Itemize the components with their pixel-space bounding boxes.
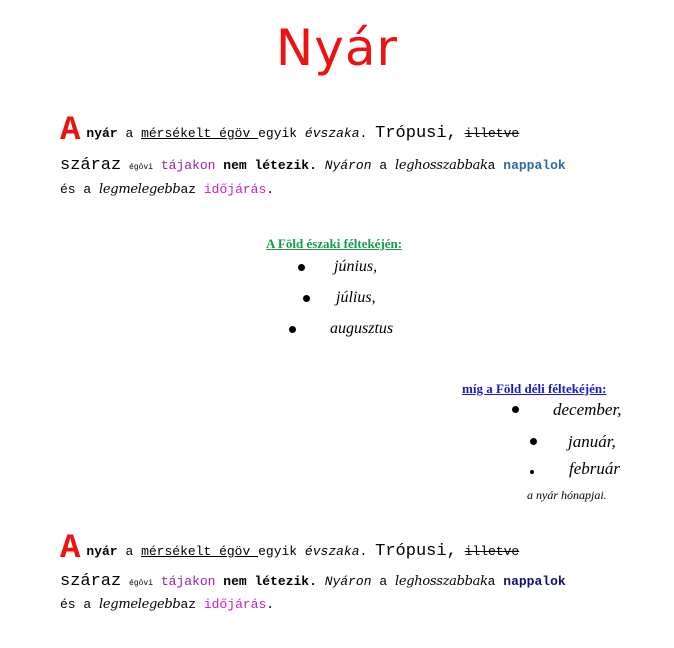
word: égövi bbox=[129, 163, 154, 172]
word: tájakon bbox=[160, 158, 216, 173]
word: száraz bbox=[60, 156, 122, 175]
word: egyik bbox=[258, 544, 298, 559]
word: . bbox=[266, 182, 275, 197]
south-heading: míg a Föld déli féltekéjén: bbox=[462, 381, 607, 396]
word: évszaka bbox=[304, 126, 360, 141]
bullet bbox=[530, 438, 537, 445]
paragraph-line-3 bbox=[60, 597, 274, 612]
south-note: a nyár hónapjai. bbox=[527, 488, 607, 502]
south-month-3: február bbox=[569, 459, 620, 478]
word: legmelegebb bbox=[99, 182, 181, 197]
word: száraz bbox=[60, 572, 122, 591]
south-month-2: január, bbox=[568, 432, 616, 451]
word: illetve bbox=[464, 544, 520, 559]
word: évszaka bbox=[304, 544, 360, 559]
paragraph-line-1 bbox=[60, 112, 519, 150]
north-month-3: augusztus bbox=[330, 320, 394, 337]
word: időjárás bbox=[203, 182, 267, 197]
word: leghosszabbak bbox=[394, 574, 488, 589]
paragraph-line-3 bbox=[60, 182, 274, 197]
word: legmelegebb bbox=[99, 597, 181, 612]
word: az bbox=[180, 182, 197, 197]
paragraph-line-2 bbox=[60, 572, 566, 591]
word: nappalok bbox=[503, 158, 566, 173]
word: nem létezik. bbox=[223, 574, 317, 589]
bullet bbox=[298, 264, 305, 271]
word: . bbox=[359, 126, 368, 141]
north-month-1: június, bbox=[334, 258, 378, 275]
word: nappalok bbox=[503, 574, 566, 589]
word: és bbox=[60, 182, 76, 197]
word: mérsékelt égöv bbox=[141, 126, 259, 141]
word: Nyáron bbox=[324, 158, 372, 173]
word: és bbox=[60, 597, 76, 612]
word: . bbox=[266, 597, 275, 612]
word: nyár bbox=[86, 544, 118, 559]
word: mérsékelt égöv bbox=[141, 544, 259, 559]
word: az bbox=[180, 597, 197, 612]
word: a bbox=[487, 158, 496, 173]
drop-cap: A bbox=[60, 530, 81, 568]
north-heading: A Föld északi féltekéjén: bbox=[266, 236, 403, 251]
word: a bbox=[83, 597, 92, 612]
paragraph-line-1 bbox=[60, 530, 519, 568]
word: időjárás bbox=[203, 597, 267, 612]
word: nem létezik. bbox=[223, 158, 317, 173]
word: . bbox=[359, 544, 368, 559]
paragraph-line-2 bbox=[60, 156, 566, 175]
word: egyik bbox=[258, 126, 298, 141]
bullet bbox=[512, 406, 519, 413]
word: a bbox=[379, 158, 388, 173]
word: a bbox=[125, 544, 134, 559]
page-title: Nyár bbox=[275, 19, 399, 77]
word: tájakon bbox=[160, 574, 216, 589]
word: a bbox=[487, 574, 496, 589]
word: a bbox=[125, 126, 134, 141]
word: a bbox=[379, 574, 388, 589]
bullet bbox=[289, 326, 296, 333]
word: illetve bbox=[464, 126, 520, 141]
word: Nyáron bbox=[324, 574, 372, 589]
word: Trópusi, bbox=[375, 542, 457, 561]
bullet bbox=[303, 295, 310, 302]
word: nyár bbox=[86, 126, 118, 141]
word: Trópusi, bbox=[375, 124, 457, 143]
word: égövi bbox=[129, 579, 154, 588]
drop-cap: A bbox=[60, 112, 81, 150]
bullet bbox=[530, 470, 534, 474]
word: a bbox=[83, 182, 92, 197]
north-month-2: július, bbox=[336, 289, 376, 306]
word: leghosszabbak bbox=[394, 158, 488, 173]
south-month-1: december, bbox=[553, 400, 622, 419]
